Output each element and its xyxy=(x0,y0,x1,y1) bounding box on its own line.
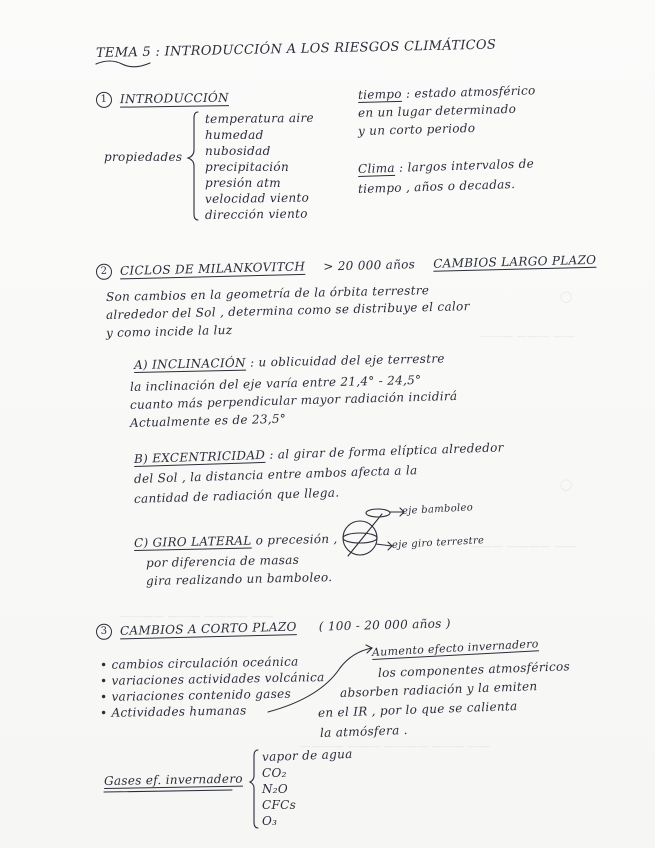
paragraph-line: en el IR , por lo que se calienta xyxy=(317,699,518,720)
subsection-title: A) INCLINACIÓN xyxy=(133,355,247,372)
clima-term: Clima xyxy=(357,160,396,176)
bullet-item: • Actividades humanas xyxy=(99,703,247,720)
gas-item: O₃ xyxy=(262,814,278,828)
bleed-through-marks: ———— ——— ———— ——— —— xyxy=(300,740,490,753)
section-number: 2 xyxy=(96,264,112,280)
paragraph-line: los componentes atmosféricos xyxy=(377,659,571,680)
paragraph-line: cantidad de radiación que llega. xyxy=(133,485,340,506)
subsection-text: : u oblicuidad del eje terrestre xyxy=(249,351,445,370)
subsection-text: o precesión , xyxy=(255,531,338,548)
section-1-heading xyxy=(96,90,229,108)
page-title: TEMA 5 : INTRODUCCIÓN A LOS RIESGOS CLIMÁTICOS xyxy=(95,37,497,61)
gases-brace xyxy=(250,750,258,828)
tiempo-text: en un lugar determinado xyxy=(357,101,517,120)
title-squiggle-underline xyxy=(96,61,150,67)
wobble-loop xyxy=(366,509,390,517)
precession-label-spin: eje giro terrestre xyxy=(391,535,485,551)
paragraph-line: del Sol , la distancia entre ambos afecta a la xyxy=(133,463,418,486)
paragraph-line: Actualmente es de 23,5° xyxy=(129,411,287,430)
bullet-text: cambios circulación oceánica xyxy=(111,654,299,672)
gas-item: CFCs xyxy=(262,798,297,812)
section-years: > 20 000 años xyxy=(323,256,416,273)
section-tag: CAMBIOS LARGO PLAZO xyxy=(433,252,597,271)
subsection-a xyxy=(134,351,445,372)
gas-item: N₂O xyxy=(262,782,289,796)
paragraph-line: Son cambios en la geometría de la órbita terrestre xyxy=(105,283,430,304)
clima-definition xyxy=(358,156,534,176)
tiempo-term: tiempo xyxy=(357,86,403,102)
bullet-item: • variaciones contenido gases xyxy=(99,686,292,704)
property-item: presión atm xyxy=(205,176,281,190)
properties-label: propiedades xyxy=(104,150,183,164)
property-item: dirección viento xyxy=(204,206,308,222)
clima-text: tiempo , años o decadas. xyxy=(357,177,516,196)
bleed-through-marks: ◯ xyxy=(560,478,573,491)
paragraph-line: la inclinación del eje varía entre 21,4° - 24,5° xyxy=(129,372,422,394)
property-item: temperatura aire xyxy=(204,110,314,126)
bleed-through-marks: ——— ———— —— xyxy=(470,540,576,553)
section-number: 3 xyxy=(96,624,112,640)
section-title: CICLOS DE MILANKOVITCH xyxy=(119,259,306,278)
equator-ellipse xyxy=(343,533,377,543)
paragraph-line: alrededor del Sol , determina como se distribuye el calor xyxy=(105,299,470,322)
bullet-text: Actividades humanas xyxy=(111,703,247,720)
paragraph-line: y como incide la luz xyxy=(105,322,233,340)
paragraph-line: absorben radiación y la emiten xyxy=(339,679,538,700)
subsection-b xyxy=(134,440,504,466)
bullet-text: variaciones actividades volcánica xyxy=(111,670,325,688)
precession-axis xyxy=(348,514,382,556)
paragraph-line: cuanto más perpendicular mayor radiación incidirá xyxy=(129,388,458,412)
section-number: 1 xyxy=(96,92,112,108)
earth-globe-icon xyxy=(343,521,377,555)
gas-item: CO₂ xyxy=(262,766,287,780)
tiempo-definition xyxy=(358,83,536,102)
subsection-text: : al girar de forma elíptica alrededor xyxy=(269,440,504,462)
property-item: nubosidad xyxy=(205,144,271,158)
gas-item: vapor de agua xyxy=(261,746,353,764)
property-item: humedad xyxy=(205,128,264,142)
bleed-through-marks: ———— ——— ———— —— xyxy=(120,610,274,623)
gases-label: Gases ef. invernadero xyxy=(103,771,243,788)
section-title: CAMBIOS A CORTO PLAZO xyxy=(119,619,297,638)
properties-brace xyxy=(188,112,198,220)
bullet-text: variaciones contenido gases xyxy=(111,686,292,704)
effect-heading: Aumento efecto invernadero xyxy=(371,637,539,659)
paragraph-line: la atmósfera . xyxy=(319,722,409,740)
tiempo-text: : estado atmosférico xyxy=(405,83,536,101)
subsection-c xyxy=(134,532,338,550)
subsection-title: C) GIRO LATERAL xyxy=(133,533,252,550)
section-title: INTRODUCCIÓN xyxy=(119,90,229,107)
bullet-item: • cambios circulación oceánica xyxy=(99,654,299,672)
paragraph-line: gira realizando un bamboleo. xyxy=(145,570,333,588)
clima-text: : largos intervalos de xyxy=(398,156,535,175)
section-years: ( 100 - 20 000 años ) xyxy=(318,615,451,634)
spin-arrow xyxy=(376,544,392,546)
tiempo-text: y un corto periodo xyxy=(357,120,476,138)
subsection-title: B) EXCENTRICIDAD xyxy=(133,447,266,466)
bleed-through-marks: ◯ xyxy=(560,290,573,303)
precession-label-wobble: eje bamboleo xyxy=(401,502,474,517)
bullet-item: • variaciones actividades volcánica xyxy=(99,670,325,688)
paragraph-line: por diferencia de masas xyxy=(145,552,300,570)
gases-underline xyxy=(104,790,232,792)
property-item: velocidad viento xyxy=(204,190,310,206)
section-2-heading xyxy=(96,252,597,280)
property-item: precipitación xyxy=(205,160,289,174)
bleed-through-marks: ——— ——— —— xyxy=(480,330,575,343)
